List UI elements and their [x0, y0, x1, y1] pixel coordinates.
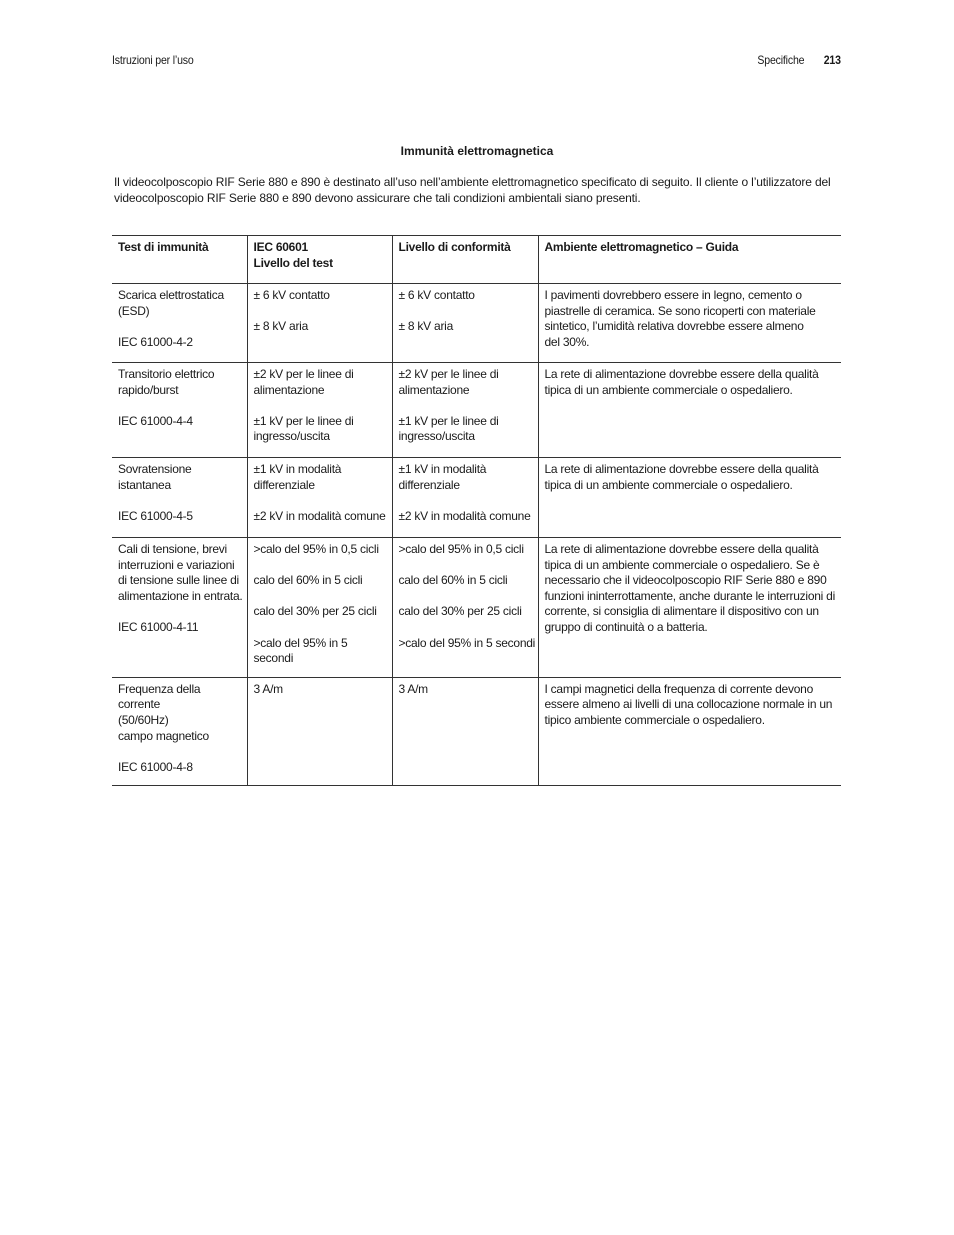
table-row [112, 677, 841, 786]
section-name: Specifiche [757, 53, 805, 67]
cell-guidance: La rete di alimentazione dovrebbe essere della qualità tipica di un ambiente commerciale o ospedaliero. [538, 458, 841, 538]
cell-test-level: 3 A/m [247, 677, 392, 786]
cell-compliance-level: ±1 kV in modalità differenziale ±2 kV in modalità comune [392, 458, 538, 538]
table-row [112, 458, 841, 538]
cell-test-level: >calo del 95% in 0,5 cicli calo del 60% in 5 cicli calo del 30% per 25 cicli >calo del 95% in 5 secondi [247, 538, 392, 678]
header-environment-guidance: Ambiente elettromagnetico – Guida [538, 236, 841, 284]
cell-immunity-test: Cali di tensione, brevi interruzioni e variazioni di tensione sulle linee di alimentazione in entrata. IEC 61000-4-11 [118, 542, 243, 634]
cell-immunity-test: Frequenza della corrente (50/60Hz) campo magnetico IEC 61000-4-8 [118, 681, 209, 774]
cell-guidance: La rete di alimentazione dovrebbe essere della qualità tipica di un ambiente commerciale o ospedaliero. Se è necessario che il videocolposcopio RIF Serie 880 e 890 funzioni ininterrottamente, anche durante le interruzioni di corrente, si consiglia di alimentare il dispositivo con un gruppo di continuità o a batteria. [538, 538, 841, 678]
cell-test-level: ±1 kV in modalità differenziale ±2 kV in modalità comune [247, 458, 392, 538]
cell-immunity-test: Scarica elettrostatica (ESD) IEC 61000-4-2 [118, 288, 224, 349]
section-title: Immunità elettromagnetica [400, 144, 554, 158]
cell-guidance: La rete di alimentazione dovrebbe essere della qualità tipica di un ambiente commerciale o ospedaliero. [538, 363, 841, 458]
running-header-title: Istruzioni per l’uso [112, 53, 194, 67]
cell-compliance-level: ± 6 kV contatto ± 8 kV aria [392, 284, 538, 363]
running-header-right [758, 53, 841, 67]
intro-paragraph: Il videocolposcopio RIF Serie 880 e 890 è destinato all’uso nell’ambiente elettromagnetico specificato di seguito. Il cliente o l’utilizzatore del videocolposcopio RIF Serie 880 e 890 devono assicurare che tali condizioni ambientali siano presenti. [114, 175, 831, 205]
table-row [112, 284, 841, 363]
header-test-level: IEC 60601 Livello del test [247, 236, 392, 284]
cell-test-level: ±2 kV per le linee di alimentazione ±1 kV per le linee di ingresso/uscita [247, 363, 392, 458]
cell-compliance-level: 3 A/m [392, 677, 538, 786]
cell-guidance: I campi magnetici della frequenza di corrente devono essere almeno ai livelli di una collocazione normale in un tipico ambiente commerciale o ospedaliero. [538, 677, 841, 786]
table-row [112, 363, 841, 458]
page-number: 213 [823, 53, 841, 67]
header-immunity-test: Test di immunità [118, 240, 209, 254]
cell-guidance: I pavimenti dovrebbero essere in legno, cemento o piastrelle di ceramica. Se sono ricoperti con materiale sintetico, l’umidità relativa dovrebbe essere almeno del 30%. [538, 284, 841, 363]
table-row [112, 538, 841, 678]
cell-compliance-level: >calo del 95% in 0,5 cicli calo del 60% in 5 cicli calo del 30% per 25 cicli >calo del 95% in 5 secondi [392, 538, 538, 678]
cell-immunity-test: Sovratensione istantanea IEC 61000-4-5 [118, 462, 193, 523]
immunity-table [112, 235, 841, 786]
cell-immunity-test: Transitorio elettrico rapido/burst IEC 61000-4-4 [118, 367, 215, 428]
cell-test-level: ± 6 kV contatto ± 8 kV aria [247, 284, 392, 363]
cell-compliance-level: ±2 kV per le linee di alimentazione ±1 kV per le linee di ingresso/uscita [392, 363, 538, 458]
header-compliance-level: Livello di conformità [392, 236, 538, 284]
table-header-row [112, 236, 841, 284]
